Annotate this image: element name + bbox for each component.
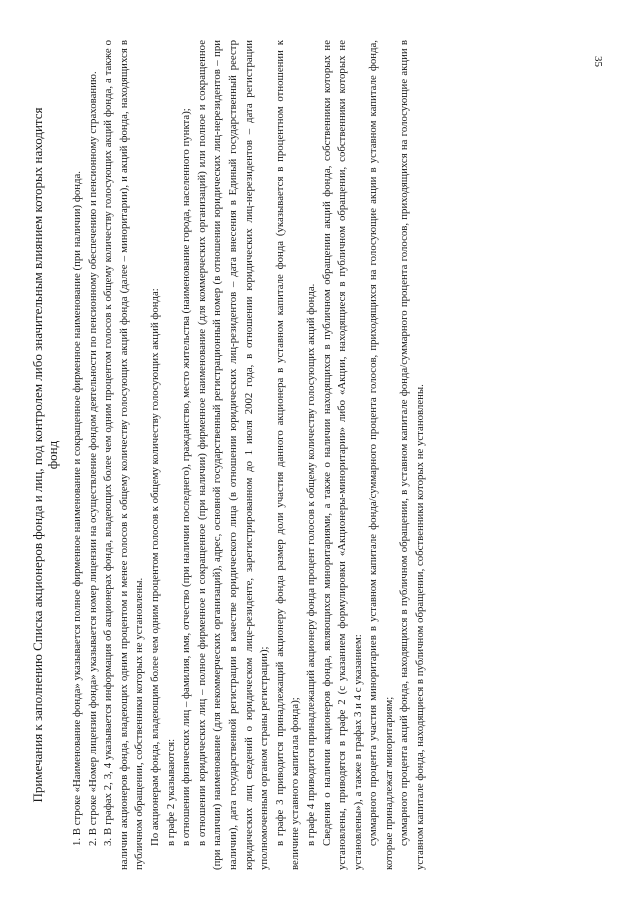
paragraph-11: суммарного процента участия миноритариев в уставном капитале фонда/суммарного процента голосов, приходящихся на голосующие акции в уставном капитале фонда, которые принадлежат миноритариям; bbox=[367, 40, 395, 870]
paragraph-7: в отношении юридических лиц – полное фирменное и сокращенное (при наличии) фирменное наименование (для коммерческих организаций) или полное и сокращенное (при наличии) наименование (для некоммерческих организаций), адрес, основной государственный регистрационный номер (в отношении юридических лиц-нерезидентов – при наличии), дата государственной регистрации в качестве юридического лица (в отношении юридических лиц-резидентов – дата внесения в Единый государственный реестр юридических лиц сведений о юридическом лице-резиденте, зарегистрированном до 1 июля 2002 года, в отношении юридических лиц-нерезидентов – дата регистрации уполномоченным органом страны регистрации); bbox=[195, 40, 271, 870]
document-title: Примечания к заполнению Списка акционеров фонда и лиц, под контролем либо значительным влиянием которых находится фонд bbox=[30, 107, 60, 803]
page-number: 35 bbox=[592, 56, 604, 67]
paragraph-4: По акционерам фонда, владеющим более чем одним процентом голосов к общему количеству голосующих акций фонда: bbox=[148, 288, 161, 846]
paragraph-5: в графе 2 указываются: bbox=[164, 738, 177, 846]
paragraph-10: Сведения о наличии акционеров фонда, являющихся миноритариями, а также о наличии находящихся в публичном обращении акций фонда, собственники которых не установлены, приводятся в графе 2 (с указанием формулировки «Акционеры-миноритарии» либо «Акции, находящиеся в публичном обращении, собственники которых не установлены»), а также в графах 3 и 4 с указанием: bbox=[320, 40, 364, 870]
paragraph-2: 2. В строке «Номер лицензии фонда» указывается номер лицензии на осуществление фондом деятельности по пенсионному обеспечению и пенсионному страхованию. bbox=[86, 71, 99, 846]
paragraph-1: 1. В строке «Наименование фонда» указывается полное фирменное наименование и сокращенное фирменное наименование (при наличии) фонда. bbox=[71, 171, 83, 846]
document-body bbox=[30, 40, 590, 870]
paragraph-8: в графе 3 приводится принадлежащий акционеру фонда размер доли участия данного акционера в уставном капитале фонда (указывается в процентном отношении к величине уставного капитала фонда); bbox=[273, 40, 302, 870]
paragraph-3: 3. В графах 2, 3, 4 указывается информация об акционерах фонда, владеющих более чем одним процентом голосов к общему количеству голосующих акций фонда, а также о наличии акционеров фонда, владеющих одним процентом и менее голосов к общему количеству голосующих акций фонда (далее – миноритарии), и акций фонда, находящихся в публичном обращении, собственники которых не установлены. bbox=[102, 40, 146, 870]
paragraph-6: в отношении физических лиц – фамилия, имя, отчество (при наличии последнего), гражданство, место жительства (наименование города, населенного пункта); bbox=[180, 108, 193, 846]
paragraph-9: в графе 4 приводится принадлежащий акционеру фонда процент голосов к общему количеству голосующих акций фонда. bbox=[304, 283, 317, 846]
paragraph-12: суммарного процента акций фонда, находящихся в публичном обращении, в уставном капитале фонда/суммарного процента голосов, приходящихся на голосующие акции в уставном капитале фонда, находящиеся в публичном обращении, собственники которых не установлены. bbox=[398, 40, 427, 870]
